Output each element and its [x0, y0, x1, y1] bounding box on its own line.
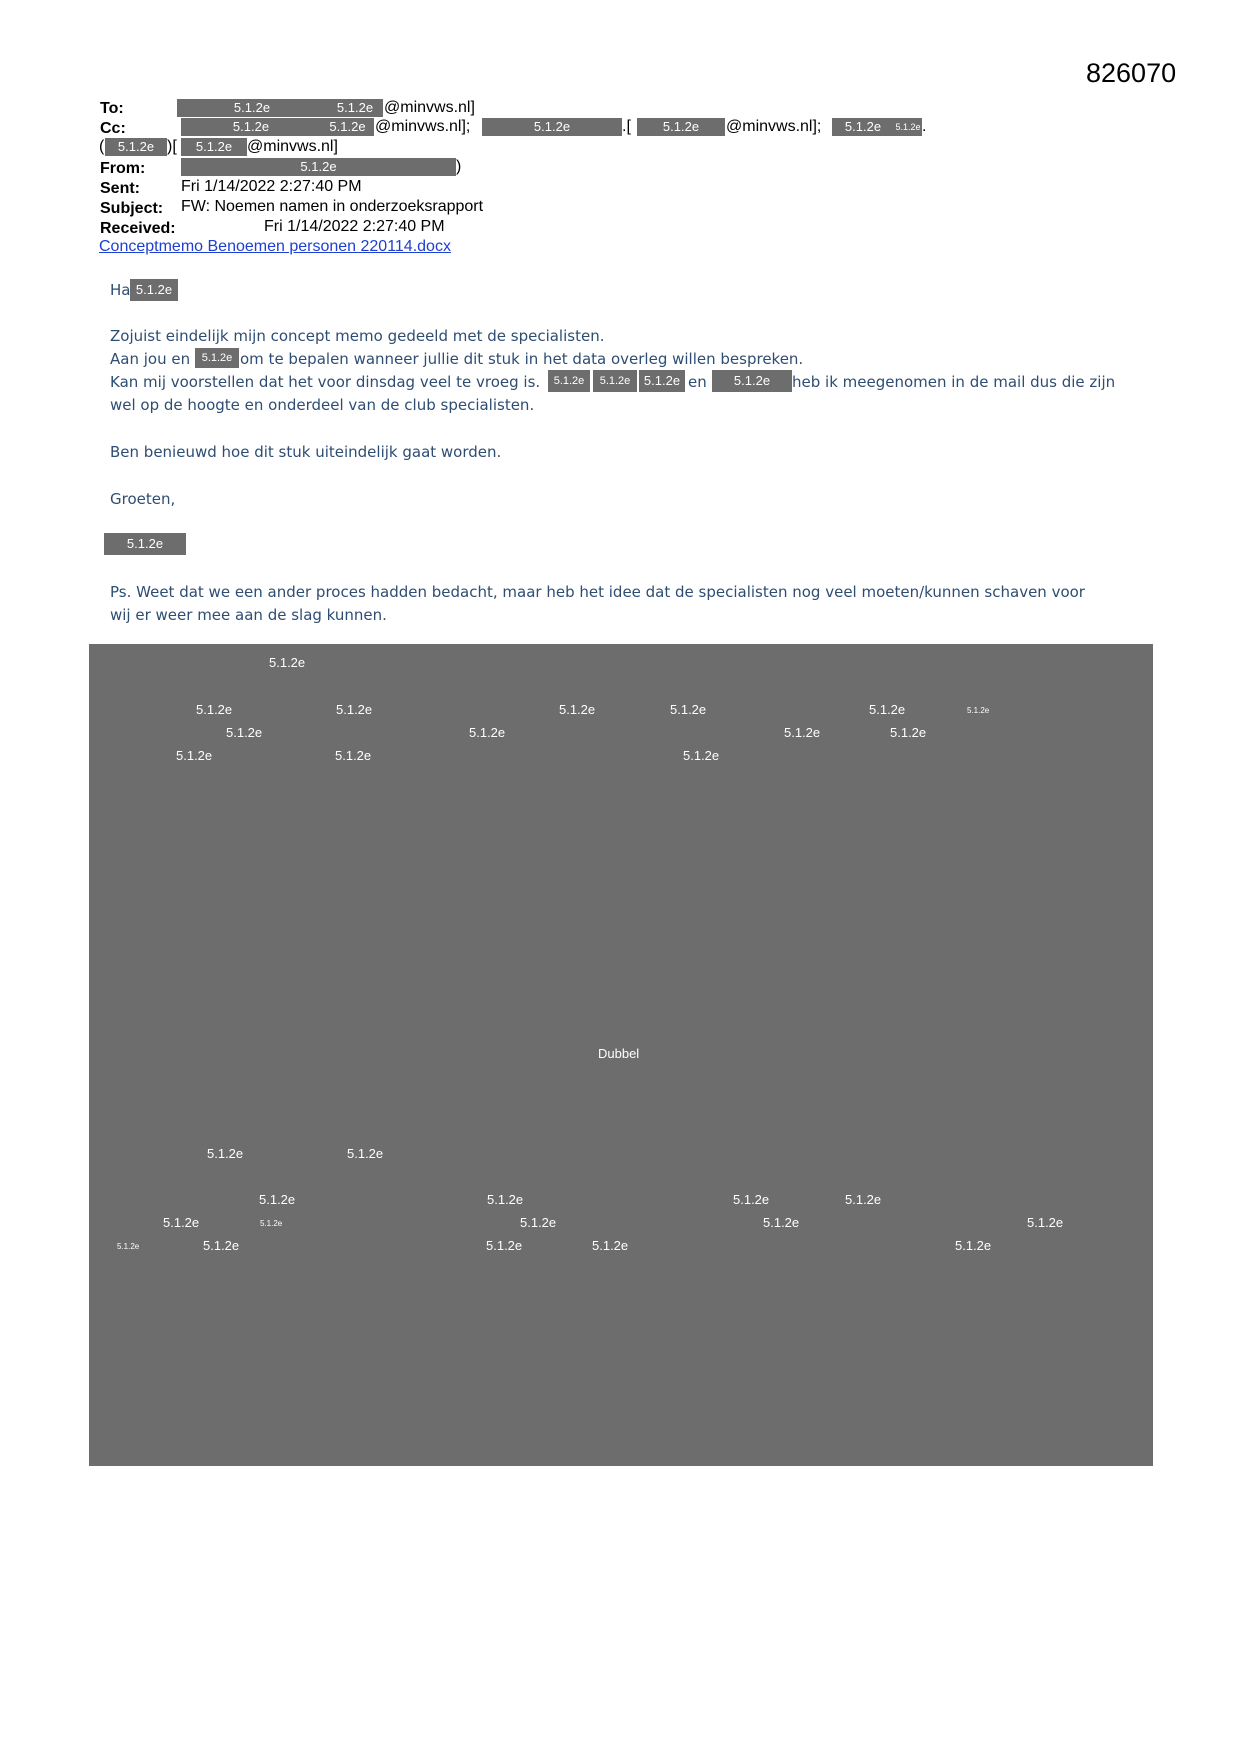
attachment-link[interactable]: Conceptmemo Benoemen personen 220114.docx — [99, 238, 451, 255]
redaction-label: 5.1.2e — [196, 702, 233, 717]
cc-domain: @minvws.nl] — [247, 138, 338, 155]
redaction-label: 5.1.2e — [955, 1238, 992, 1253]
greeting: Ha — [110, 281, 131, 299]
redaction-label: 5.1.2e — [733, 1192, 770, 1207]
document-number: 826070 — [1086, 58, 1177, 88]
redaction-label: 5.1.2e — [203, 1238, 240, 1253]
redaction-label: 5.1.2e — [486, 1238, 523, 1253]
redaction-label: 5.1.2e — [559, 702, 596, 717]
redaction-label: 5.1.2e — [117, 1242, 140, 1251]
redacted-block — [89, 644, 1153, 1466]
redaction-label: 5.1.2e — [469, 725, 506, 740]
redaction-label: 5.1.2e — [1027, 1215, 1064, 1230]
cc-domain: @minvws.nl]; — [375, 118, 471, 135]
redaction-label: 5.1.2e — [487, 1192, 524, 1207]
redaction-label: 5.1.2e — [207, 1146, 244, 1161]
redaction-label: 5.1.2e — [683, 748, 720, 763]
open-paren: ( — [99, 138, 105, 155]
redaction-box: 5.1.2e — [177, 99, 327, 117]
redaction-box: 5.1.2e — [181, 158, 456, 176]
redaction-label: 5.1.2e — [763, 1215, 800, 1230]
body-line-3a: Kan mij voorstellen dat het voor dinsdag veel te vroeg is. — [110, 373, 541, 391]
redaction-box: 5.1.2e — [195, 348, 239, 368]
cc-label: Cc: — [100, 120, 126, 137]
redaction-label: 5.1.2e — [260, 1219, 283, 1228]
redaction-label: 5.1.2e — [967, 706, 990, 715]
body-line-5: Ben benieuwd hoe dit stuk uiteindelijk gaat worden. — [110, 443, 502, 461]
cc-bracket: .[ — [622, 118, 631, 135]
closing: Groeten, — [110, 490, 176, 508]
received-label: Received: — [100, 220, 176, 237]
redaction-box: 5.1.2e — [712, 370, 792, 392]
redaction-label: 5.1.2e — [520, 1215, 557, 1230]
redaction-label: 5.1.2e — [592, 1238, 629, 1253]
redaction-label: 5.1.2e — [869, 702, 906, 717]
received-value: Fri 1/14/2022 2:27:40 PM — [264, 218, 445, 235]
redaction-label: 5.1.2e — [670, 702, 707, 717]
cc-dot: . — [922, 118, 927, 135]
redaction-box: 5.1.2e — [832, 118, 894, 136]
redaction-box: 5.1.2e — [321, 118, 374, 136]
subject-label: Subject: — [100, 200, 164, 217]
subject-value: FW: Noemen namen in onderzoeksrapport — [181, 198, 484, 215]
redaction-box: 5.1.2e — [593, 370, 637, 392]
redaction-box: 5.1.2e — [548, 370, 590, 392]
body-line-2a: Aan jou en — [110, 350, 191, 368]
redaction-box: 5.1.2e — [181, 138, 247, 156]
redaction-label: 5.1.2e — [890, 725, 927, 740]
redaction-label: 5.1.2e — [784, 725, 821, 740]
body-line-3b: en — [688, 373, 707, 391]
paren-bracket: )[ — [167, 138, 177, 155]
from-label: From: — [100, 160, 146, 177]
ps-line-2: wij er weer mee aan de slag kunnen. — [110, 606, 387, 624]
redaction-label: 5.1.2e — [163, 1215, 200, 1230]
redaction-label: 5.1.2e — [845, 1192, 882, 1207]
body-line-1: Zojuist eindelijk mijn concept memo gedeeld met de specialisten. — [110, 327, 605, 345]
sent-label: Sent: — [100, 180, 140, 197]
redaction-label: 5.1.2e — [336, 702, 373, 717]
to-label: To: — [100, 100, 124, 117]
body-line-2b: om te bepalen wanneer jullie dit stuk in het data overleg willen bespreken. — [240, 350, 804, 368]
redaction-box: 5.1.2e — [637, 118, 725, 136]
body-line-3c: heb ik meegenomen in de mail dus die zijn — [792, 373, 1116, 391]
redaction-label: 5.1.2e — [259, 1192, 296, 1207]
redaction-box: 5.1.2e — [327, 99, 383, 117]
redaction-box: 5.1.2e — [130, 279, 178, 301]
redaction-box: 5.1.2e — [181, 118, 321, 136]
close-paren: ) — [456, 158, 462, 175]
ps-line-1: Ps. Weet dat we een ander proces hadden bedacht, maar heb het idee dat de specialisten nog veel moeten/kunnen schaven voor — [110, 583, 1085, 601]
redaction-box: 5.1.2e — [639, 370, 685, 392]
to-domain: @minvws.nl] — [384, 99, 475, 116]
redaction-box: 5.1.2e — [105, 138, 167, 156]
cc-domain: @minvws.nl]; — [726, 118, 822, 135]
sent-value: Fri 1/14/2022 2:27:40 PM — [181, 178, 362, 195]
redaction-label: 5.1.2e — [347, 1146, 384, 1161]
redaction-label: 5.1.2e — [335, 748, 372, 763]
redaction-box: 5.1.2e — [894, 118, 922, 136]
redaction-label: 5.1.2e — [226, 725, 263, 740]
redaction-box: 5.1.2e — [482, 118, 622, 136]
redaction-label: 5.1.2e — [176, 748, 213, 763]
redaction-label: 5.1.2e — [269, 655, 306, 670]
signature-redaction: 5.1.2e — [104, 533, 186, 555]
body-line-4: wel op de hoogte en onderdeel van de club specialisten. — [110, 396, 535, 414]
dubbel-label: Dubbel — [598, 1046, 640, 1061]
